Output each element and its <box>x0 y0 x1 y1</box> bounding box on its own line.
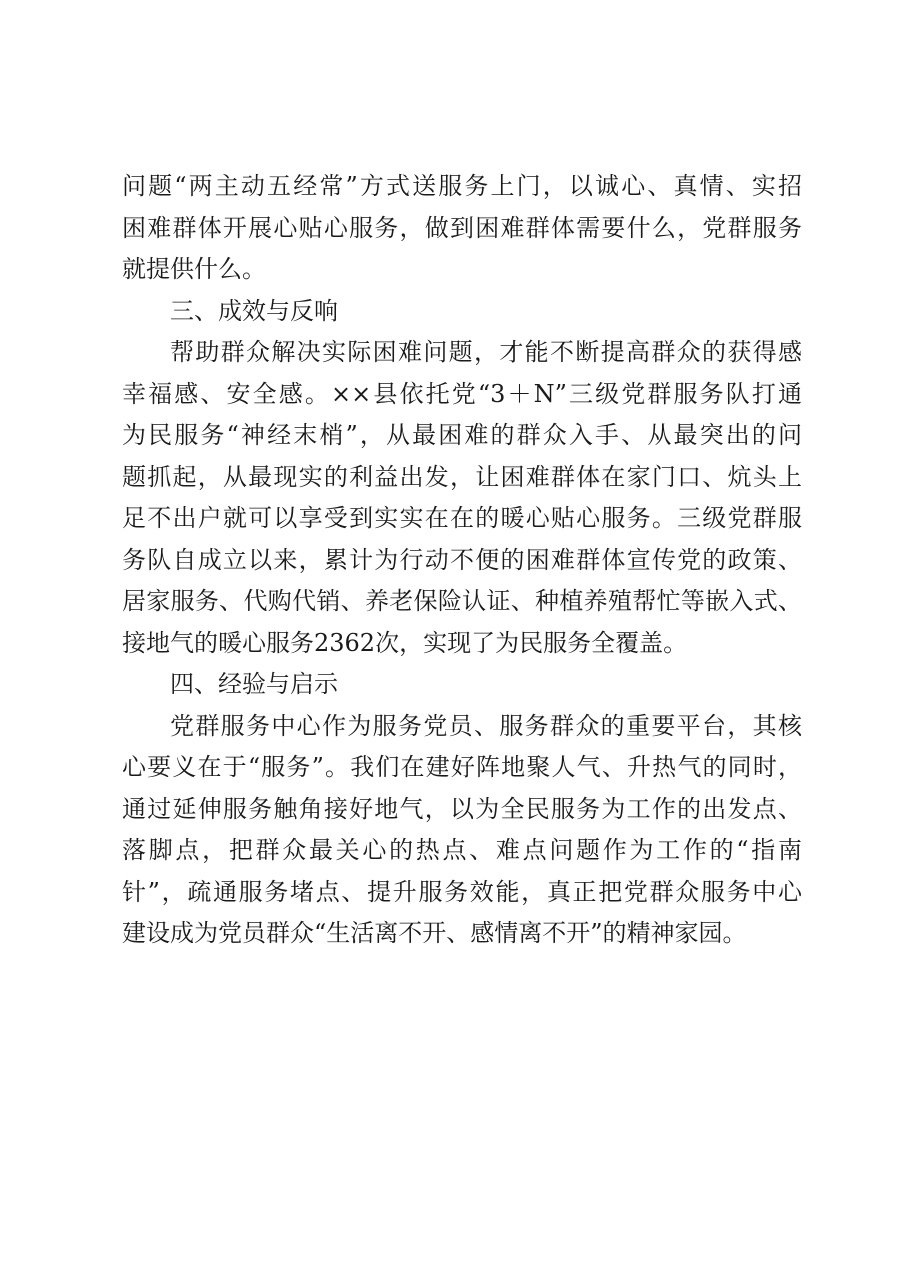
text-line: 心要义在于“服务”。我们在建好阵地聚人气、升热气的同时， <box>122 753 802 781</box>
section-heading <box>122 664 802 706</box>
section-heading-text: 三、成效与反响 <box>170 296 338 325</box>
text-line: 通过延伸服务触角接好地气，以为全民服务为工作的出发点、 <box>122 794 802 823</box>
text-line: 就提供什么。 <box>122 255 266 283</box>
text-line: 针”，疏通服务堵点、提升服务效能，真正把党群众服务中心 <box>122 877 802 906</box>
text-line: 幸福感、安全感。××县依托党“3＋N”三级党群服务队打通 <box>122 379 802 408</box>
document-body <box>122 166 802 955</box>
text-line: 题抓起，从最现实的利益出发，让困难群体在家门口、炕头上 <box>122 462 802 491</box>
paragraph <box>122 706 802 955</box>
paragraph <box>122 332 802 664</box>
text-line: 帮助群众解决实际困难问题，才能不断提高群众的获得感 <box>170 338 802 366</box>
text-line: 建设成为党员群众“生活离不开、感情离不开”的精神家园。 <box>122 919 747 947</box>
text-line: 困难群体开展心贴心服务，做到困难群体需要什么，党群服务 <box>122 213 802 242</box>
section-heading <box>122 291 802 333</box>
text-line: 为民服务“神经末梢”，从最困难的群众入手、从最突出的问 <box>122 421 802 449</box>
text-line: 务队自成立以来，累计为行动不便的困难群体宣传党的政策、 <box>122 545 802 574</box>
text-line: 居家服务、代购代销、养老保险认证、种植养殖帮忙等嵌入式、 <box>122 587 802 615</box>
text-line: 党群服务中心作为服务党员、服务群众的重要平台，其核 <box>170 711 802 740</box>
text-line: 落脚点，把群众最关心的热点、难点问题作为工作的“指南 <box>122 836 802 864</box>
text-line: 问题“两主动五经常”方式送服务上门，以诚心、真情、实招 <box>122 172 802 200</box>
paragraph <box>122 166 802 291</box>
text-line: 接地气的暖心服务2362次，实现了为民服务全覆盖。 <box>122 628 688 657</box>
section-heading-text: 四、经验与启示 <box>170 670 338 698</box>
text-line: 足不出户就可以享受到实实在在的暖心贴心服务。三级党群服 <box>122 504 802 532</box>
